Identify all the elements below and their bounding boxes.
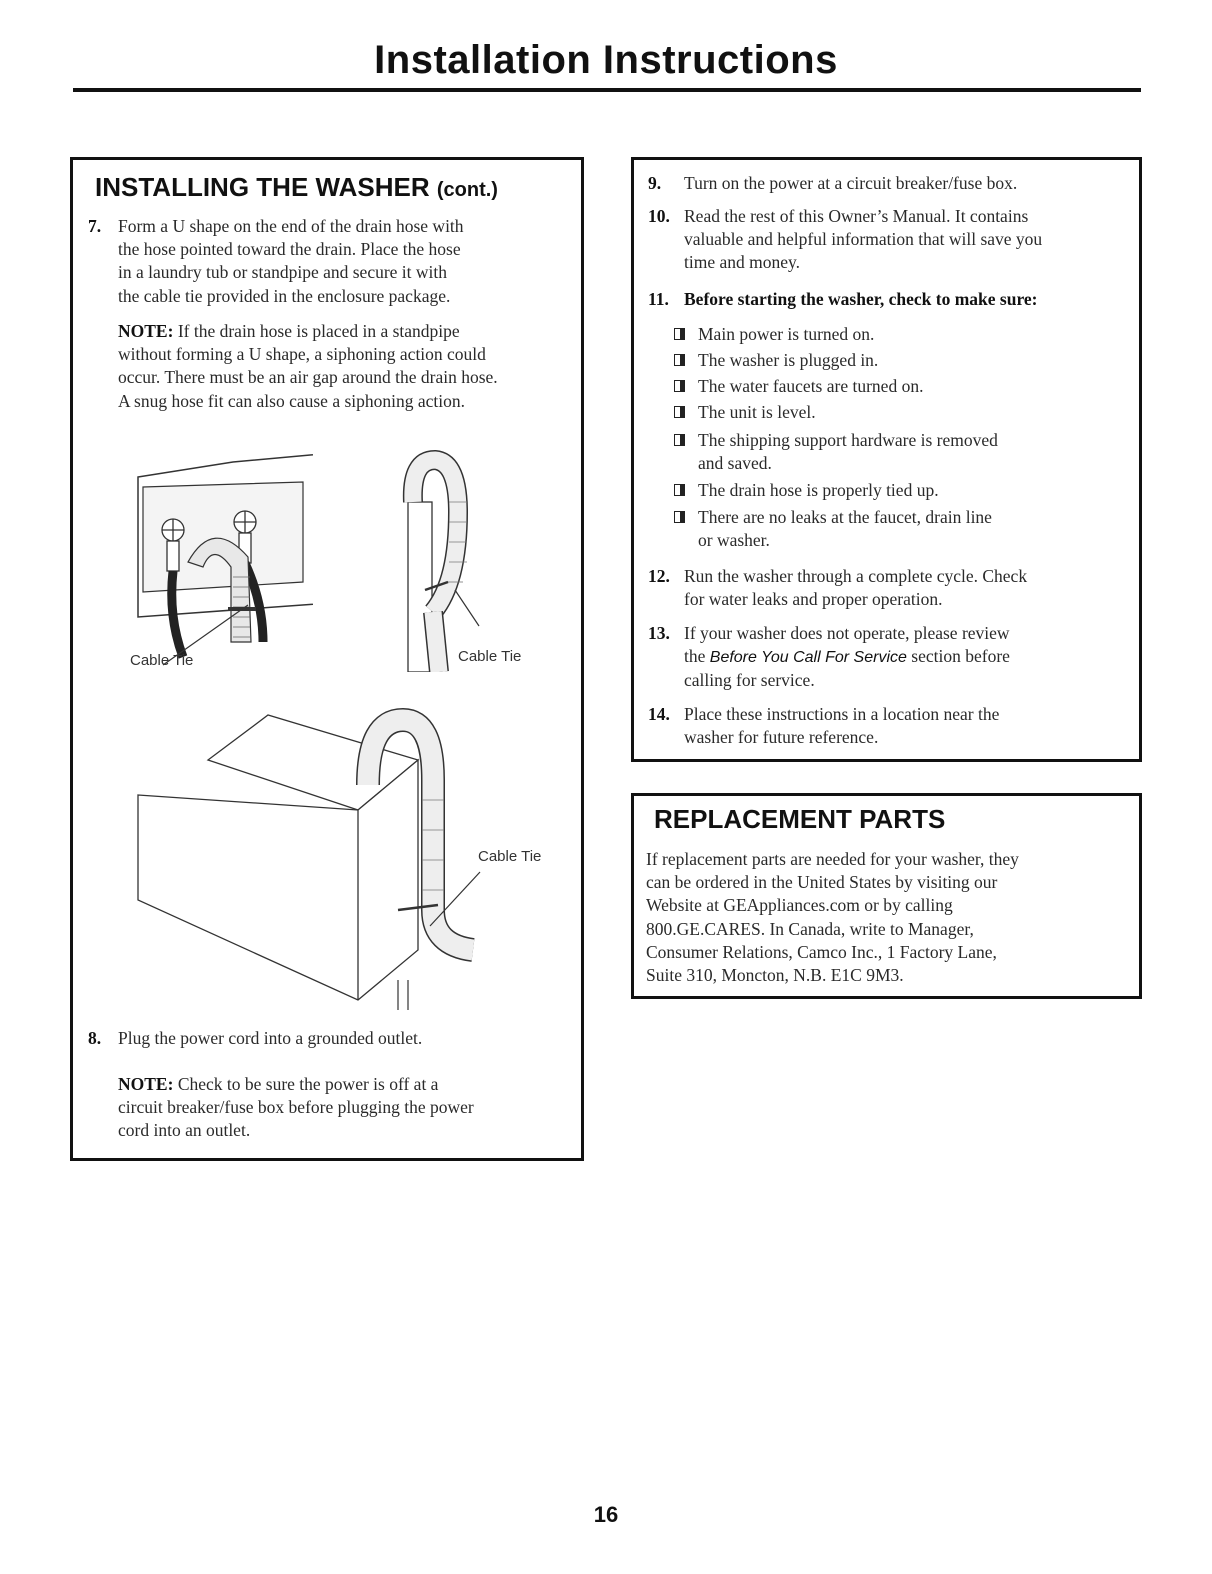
checkbox-icon bbox=[674, 354, 685, 366]
step-text: Turn on the power at a circuit breaker/fuse box. bbox=[684, 173, 1018, 193]
steps-panel bbox=[631, 157, 1142, 762]
note-line: If the drain hose is placed in a standpipe bbox=[177, 321, 460, 341]
checklist-text: The water faucets are turned on. bbox=[698, 376, 924, 396]
replacement-line: Suite 310, Moncton, N.B. E1C 9M3. bbox=[646, 965, 904, 986]
step-text: section before bbox=[906, 646, 1010, 667]
step-line: washer for future reference. bbox=[684, 727, 879, 748]
title-rule bbox=[73, 88, 1141, 92]
checkbox-icon bbox=[674, 484, 685, 496]
step-number: 7. bbox=[88, 216, 102, 236]
checklist-text: or washer. bbox=[698, 530, 770, 550]
checklist-text: There are no leaks at the faucet, drain line bbox=[698, 507, 992, 527]
cable-tie-label: Cable Tie bbox=[130, 652, 194, 669]
replacement-text bbox=[646, 848, 1136, 987]
cable-tie-label: Cable Tie bbox=[478, 848, 542, 865]
replacement-parts-panel bbox=[631, 793, 1142, 999]
step-line: Place these instructions in a location near the bbox=[684, 704, 1000, 724]
step-line: time and money. bbox=[684, 252, 800, 273]
step-9 bbox=[648, 172, 1128, 195]
step-10 bbox=[648, 205, 1138, 275]
step-line: Run the washer through a complete cycle. Check bbox=[684, 566, 1028, 586]
checklist-text: The shipping support hardware is removed bbox=[698, 430, 998, 450]
note-siphon bbox=[118, 320, 578, 413]
checklist-item bbox=[674, 375, 923, 398]
section-title-replacement: REPLACEMENT PARTS bbox=[654, 804, 946, 834]
checkbox-icon bbox=[674, 406, 685, 418]
note-line: Check to be sure the power is off at a bbox=[177, 1074, 439, 1094]
replacement-line: 800.GE.CARES. In Canada, write to Manager, bbox=[646, 918, 974, 939]
checklist-text: The unit is level. bbox=[698, 402, 816, 422]
section-title-text: INSTALLING THE WASHER bbox=[95, 172, 430, 202]
step-line: If your washer does not operate, please review bbox=[684, 623, 1010, 643]
note-label: NOTE: bbox=[118, 321, 174, 341]
checklist-item bbox=[674, 479, 939, 502]
checklist-text: The washer is plugged in. bbox=[698, 350, 879, 370]
checklist-item bbox=[674, 506, 992, 552]
replacement-line: If replacement parts are needed for your washer, they bbox=[646, 849, 1019, 869]
step-line: calling for service. bbox=[684, 670, 815, 691]
leader-line-icon bbox=[453, 588, 483, 628]
step-12 bbox=[648, 565, 1138, 611]
checklist-item bbox=[674, 401, 816, 424]
note-line: cord into an outlet. bbox=[118, 1120, 251, 1141]
checkbox-icon bbox=[674, 434, 685, 446]
step-13 bbox=[648, 622, 1138, 693]
step-line: valuable and helpful information that will save you bbox=[684, 229, 1043, 250]
step-number: 9. bbox=[648, 173, 662, 193]
step-line: for water leaks and proper operation. bbox=[684, 589, 943, 610]
note-line: occur. There must be an air gap around the drain hose. bbox=[118, 367, 498, 388]
checkbox-icon bbox=[674, 328, 685, 340]
note-line: circuit breaker/fuse box before plugging the power bbox=[118, 1097, 474, 1118]
step-7 bbox=[88, 215, 568, 308]
section-title-suffix: (cont.) bbox=[436, 179, 498, 201]
page-number: 16 bbox=[593, 1502, 619, 1527]
note-power bbox=[118, 1073, 578, 1143]
checkbox-icon bbox=[674, 511, 685, 523]
installing-washer-panel bbox=[70, 157, 584, 1161]
replacement-line: can be ordered in the United States by visiting our bbox=[646, 872, 998, 893]
note-label: NOTE: bbox=[118, 1074, 174, 1094]
step-line: Form a U shape on the end of the drain hose with bbox=[118, 216, 464, 236]
checklist-text: The drain hose is properly tied up. bbox=[698, 480, 939, 500]
step-text: Before starting the washer, check to make sure: bbox=[684, 289, 1038, 309]
note-line: A snug hose fit can also cause a siphoning action. bbox=[118, 390, 466, 411]
step-number: 12. bbox=[648, 566, 670, 586]
section-reference: Before You Call For Service bbox=[709, 649, 907, 667]
leader-line-icon bbox=[425, 870, 485, 930]
laundry-tub-illustration bbox=[128, 700, 528, 1010]
step-number: 14. bbox=[648, 704, 670, 724]
standpipe-illustration bbox=[373, 442, 493, 672]
replacement-line: Website at GEAppliances.com or by calling bbox=[646, 895, 953, 916]
step-line: the cable tie provided in the enclosure package. bbox=[118, 285, 451, 306]
step-line: Read the rest of this Owner’s Manual. It contains bbox=[684, 206, 1029, 226]
step-line: in a laundry tub or standpipe and secure it with bbox=[118, 262, 448, 283]
step-number: 8. bbox=[88, 1028, 102, 1048]
checklist-item bbox=[674, 429, 998, 475]
note-line: without forming a U shape, a siphoning action could bbox=[118, 344, 486, 365]
step-11 bbox=[648, 288, 1138, 311]
step-number: 10. bbox=[648, 206, 670, 226]
checkbox-icon bbox=[674, 380, 685, 392]
step-number: 11. bbox=[648, 289, 669, 309]
page-title: Installation Instructions bbox=[374, 38, 838, 82]
step-line: the hose pointed toward the drain. Place the hose bbox=[118, 239, 461, 260]
checklist-text: and saved. bbox=[698, 453, 772, 473]
step-14 bbox=[648, 703, 1138, 749]
replacement-line: Consumer Relations, Camco Inc., 1 Factory Lane, bbox=[646, 941, 997, 962]
step-8 bbox=[88, 1027, 568, 1050]
step-text: Plug the power cord into a grounded outlet. bbox=[118, 1028, 423, 1048]
cable-tie-label: Cable Tie bbox=[458, 648, 522, 665]
checklist-item bbox=[674, 323, 874, 346]
checklist-item bbox=[674, 349, 878, 372]
step-number: 13. bbox=[648, 623, 670, 643]
section-title-installing bbox=[95, 172, 498, 203]
step-text: the bbox=[684, 646, 710, 667]
checklist-text: Main power is turned on. bbox=[698, 324, 875, 344]
